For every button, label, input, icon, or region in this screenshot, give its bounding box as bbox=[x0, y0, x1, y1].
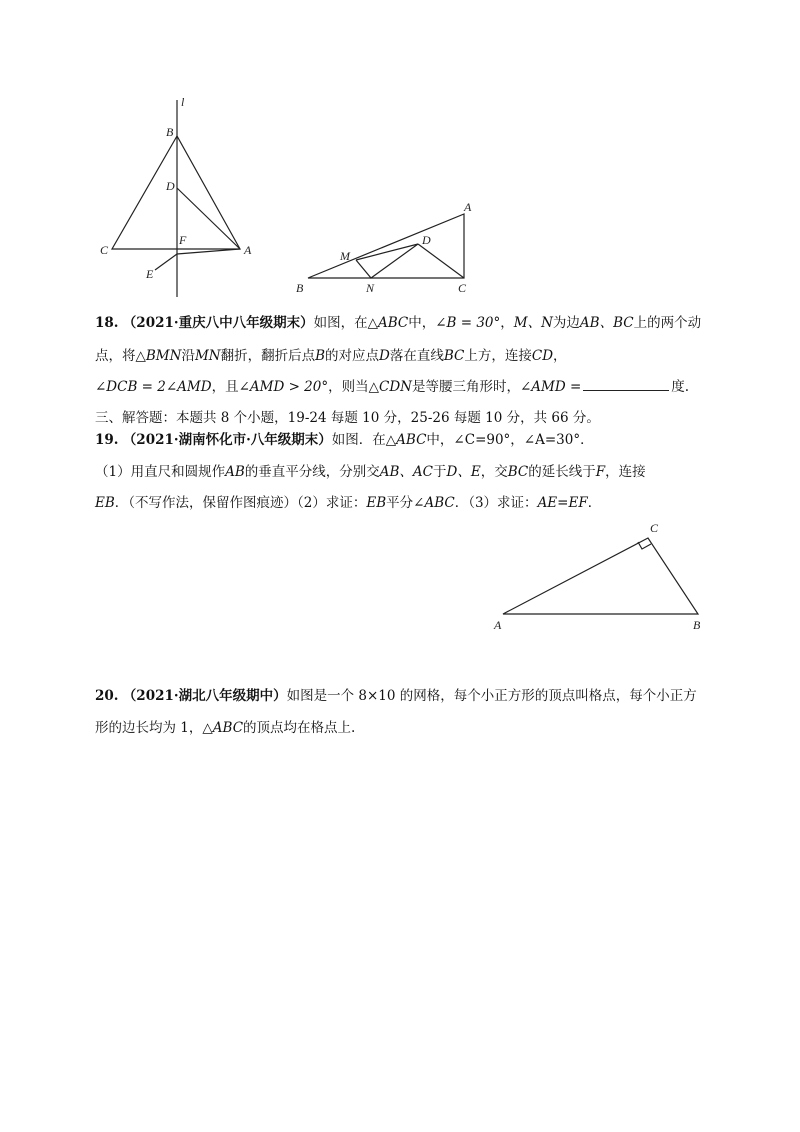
label-b: B bbox=[166, 125, 174, 139]
fold-mdn bbox=[356, 244, 418, 278]
label-c3: C bbox=[650, 521, 659, 535]
q20-source: （2021·湖北八年级期中） bbox=[122, 688, 287, 704]
segment-da bbox=[177, 188, 240, 249]
q19-line-1: 19. （2021·湖南怀化市·八年级期末）如图．在△ABC中，∠C=90°，∠A=30°． bbox=[95, 432, 594, 448]
q19-line-3: EB．（不写作法，保留作图痕迹）（2）求证：EB平分∠ABC．（3）求证：AE=EF． bbox=[95, 495, 602, 511]
label-a2: A bbox=[464, 200, 472, 214]
label-f: F bbox=[179, 233, 187, 247]
figure-right-triangle bbox=[490, 518, 710, 634]
right-angle-mark bbox=[638, 542, 651, 549]
label-l: l bbox=[181, 95, 185, 109]
triangle-abc bbox=[112, 136, 240, 249]
q18-line-1: 18. （2021·重庆八中八年级期末）如图，在△ABC中，∠B = 30°，M、N为边AB、BC上的两个动 bbox=[95, 315, 702, 331]
label-e: E bbox=[146, 267, 154, 281]
label-b3: B bbox=[693, 618, 701, 632]
q19-number: 19. bbox=[95, 432, 119, 448]
label-c2: C bbox=[458, 281, 467, 295]
q20-line-2: 形的边长均为 1，△ABC的顶点均在格点上. bbox=[95, 720, 356, 736]
segment-afe bbox=[155, 249, 240, 270]
section-3-heading: 三、解答题：本题共 8 个小题，19-24 每题 10 分，25-26 每题 10 分，共 66 分。 bbox=[95, 410, 600, 426]
q19-line-2: （1）用直尺和圆规作AB的垂直平分线，分别交AB、AC于D、E，交BC的延长线于F，连接 bbox=[95, 464, 646, 480]
q18-line-2: 点，将△BMN沿MN翻折，翻折后点B的对应点D落在直线BC上方，连接CD， bbox=[95, 348, 567, 364]
q20-line-1: 20. （2021·湖北八年级期中）如图是一个 8×10 的网格，每个小正方形的顶点叫格点，每个小正方 bbox=[95, 688, 697, 704]
q18-number: 18. bbox=[95, 315, 119, 331]
figure-fold-triangle bbox=[290, 198, 490, 298]
label-b2: B bbox=[296, 281, 304, 295]
q18-line-3: ∠DCB = 2∠AMD，且∠AMD > 20°，则当△CDN是等腰三角形时，∠AMD = 度. bbox=[95, 379, 690, 395]
label-a3: A bbox=[494, 618, 502, 632]
label-c: C bbox=[100, 243, 109, 257]
label-d: D bbox=[166, 179, 175, 193]
segment-dc bbox=[418, 244, 464, 278]
q18-source: （2021·重庆八中八年级期末） bbox=[122, 315, 314, 331]
answer-blank[interactable] bbox=[583, 378, 669, 391]
triangle-abc-2 bbox=[308, 214, 464, 278]
figure-triangle-line-l bbox=[90, 92, 260, 302]
label-d2: D bbox=[422, 233, 431, 247]
q19-source: （2021·湖南怀化市·八年级期末） bbox=[122, 432, 332, 448]
q20-number: 20. bbox=[95, 688, 119, 704]
label-a: A bbox=[244, 243, 252, 257]
label-n: N bbox=[366, 281, 375, 295]
label-m: M bbox=[340, 249, 350, 263]
triangle-abc-3 bbox=[503, 538, 698, 614]
